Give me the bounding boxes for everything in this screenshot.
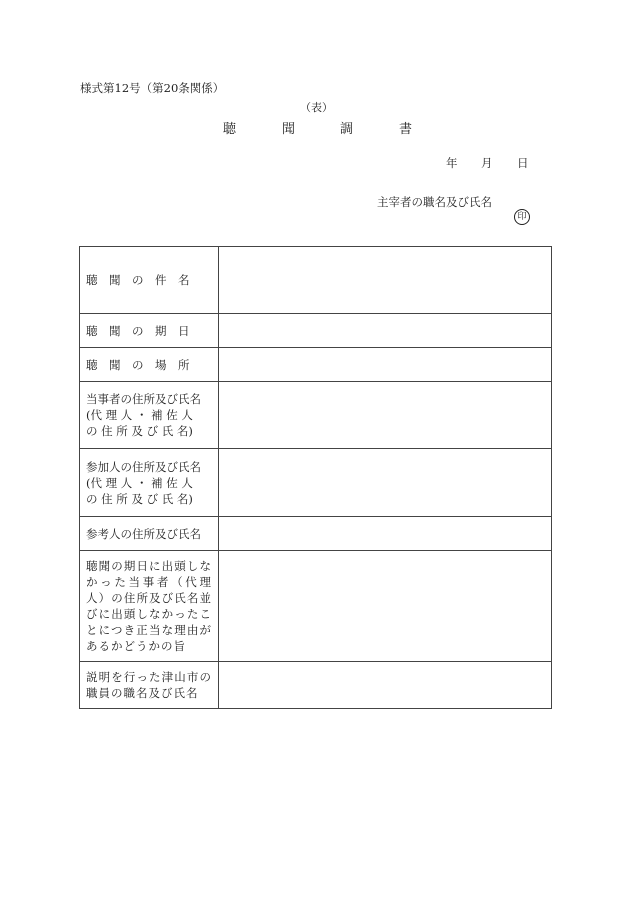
label-line: (代 理 人 ・ 補 佐 人 — [86, 475, 193, 490]
row-value-participant[interactable] — [219, 449, 552, 517]
table-row — [80, 517, 552, 551]
label-text: 参考人の住所及び氏名 — [86, 526, 201, 541]
table-row — [80, 662, 552, 709]
table-row — [80, 348, 552, 382]
table-row — [80, 314, 552, 348]
document-title — [214, 118, 414, 138]
title-char: 調 — [340, 122, 354, 137]
date-year: 年 — [446, 156, 458, 170]
title-char: 書 — [399, 122, 413, 137]
seal-mark: 印 — [514, 209, 530, 225]
label-text: 聴聞の期日に出頭しなかった当事者（代理人）の住所及び氏名並びに出頭しなかったことにつき正当な理由があるかどうかの旨 — [86, 559, 212, 653]
row-label-official — [80, 662, 219, 709]
form-number: 様式第12号（第20条関係） — [80, 81, 225, 95]
label-line: (代 理 人 ・ 補 佐 人 — [86, 408, 193, 422]
row-value-witness[interactable] — [219, 517, 552, 551]
row-value-party[interactable] — [219, 382, 552, 449]
label-line: の 住 所 及 び 氏 名) — [86, 424, 193, 438]
row-value-absence[interactable] — [219, 551, 552, 662]
row-value-official[interactable] — [219, 662, 552, 709]
hearing-record-table — [79, 246, 552, 709]
date-month: 月 — [481, 156, 493, 170]
row-label-subject — [80, 247, 219, 314]
table-row — [80, 449, 552, 517]
label-text: 聴 聞 の 期 日 — [86, 323, 190, 338]
row-value-date[interactable] — [219, 314, 552, 348]
table-row — [80, 247, 552, 314]
row-label-participant — [80, 449, 219, 517]
title-char: 聴 — [223, 122, 237, 137]
side-label: （表） — [300, 101, 333, 114]
label-line: 参加人の住所及び氏名 — [86, 459, 201, 474]
label-text: 聴 聞 の 場 所 — [86, 357, 190, 372]
presider-label: 主宰者の職名及び氏名 — [377, 195, 492, 209]
label-line: の 住 所 及 び 氏 名) — [86, 491, 193, 506]
row-label-place — [80, 348, 219, 382]
row-value-subject[interactable] — [219, 247, 552, 314]
label-line: 当事者の住所及び氏名 — [86, 392, 201, 406]
date-day: 日 — [517, 156, 529, 170]
title-char: 聞 — [282, 122, 296, 137]
table-row — [80, 551, 552, 662]
row-label-party — [80, 382, 219, 449]
table-row — [80, 382, 552, 449]
label-text: 聴 聞 の 件 名 — [86, 273, 190, 287]
label-text: 説明を行った津山市の職員の職名及び氏名 — [86, 670, 212, 700]
row-label-absence — [80, 551, 219, 662]
row-value-place[interactable] — [219, 348, 552, 382]
row-label-witness — [80, 517, 219, 551]
row-label-date — [80, 314, 219, 348]
